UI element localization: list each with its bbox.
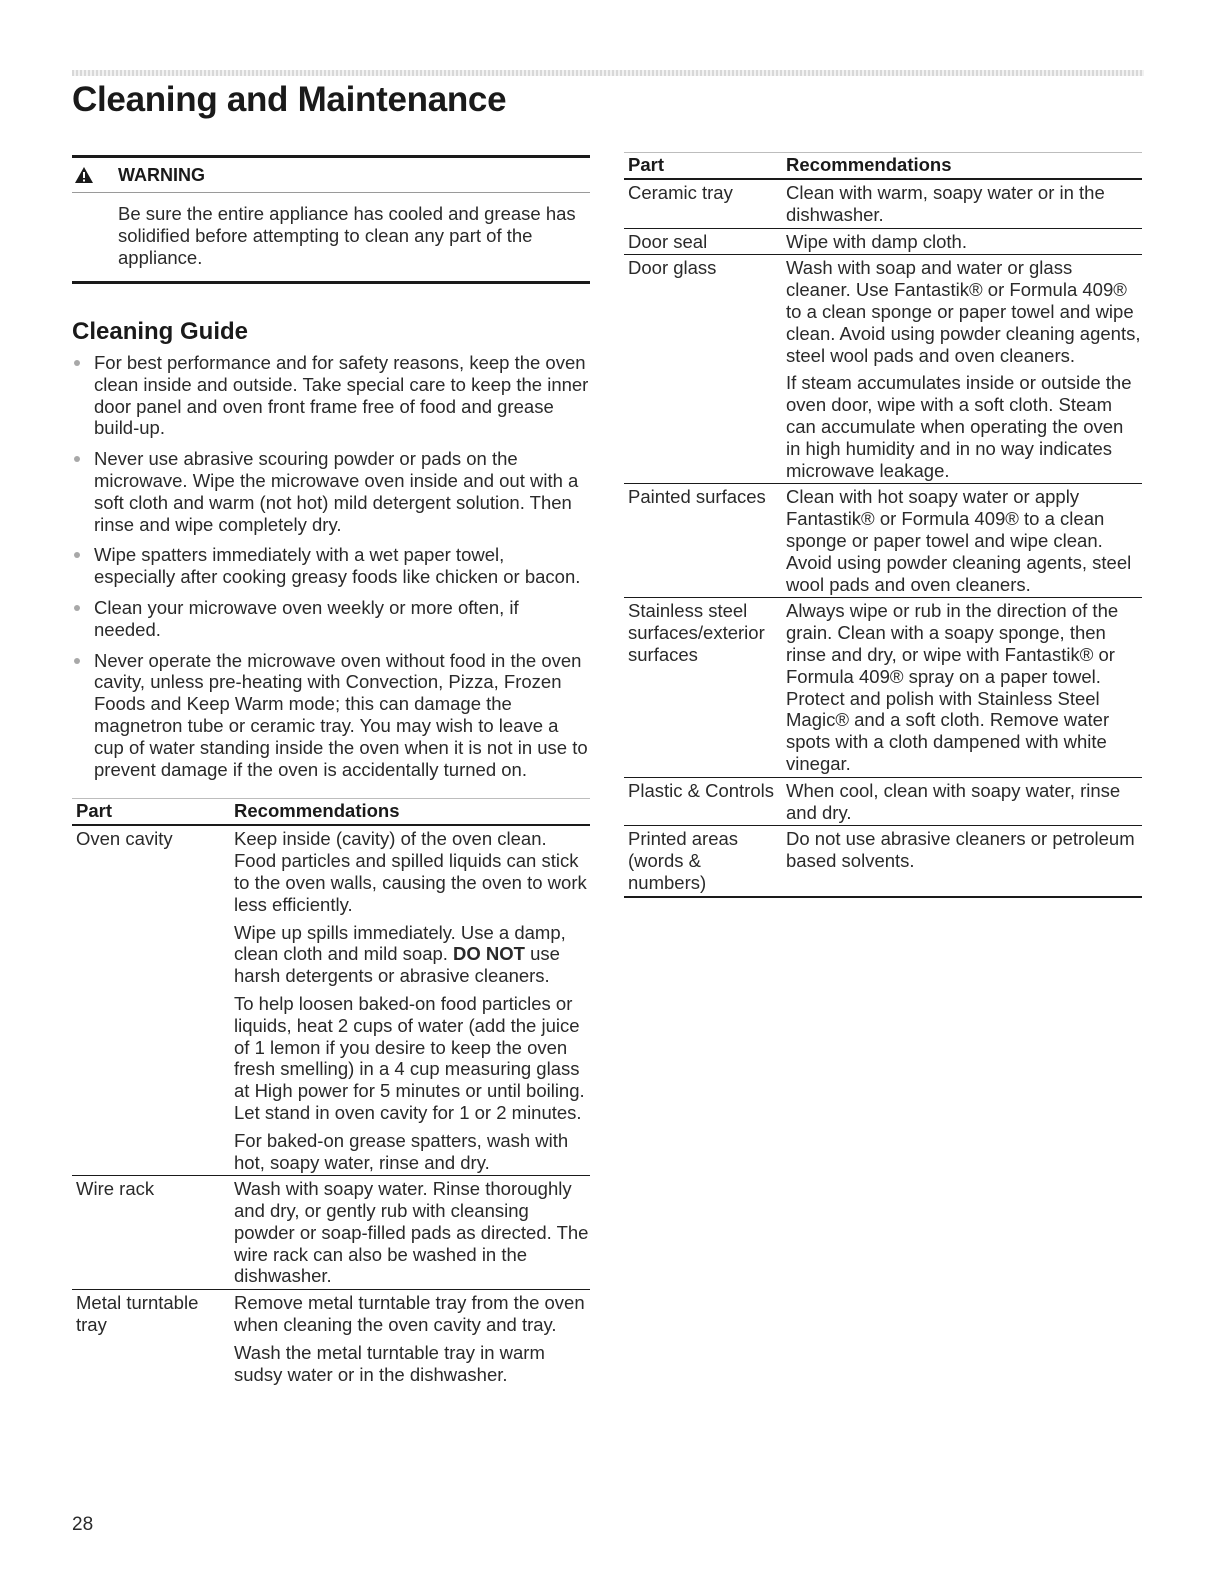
- cleaning-table-right: [624, 152, 1142, 898]
- part-cell: Stainless steel surfaces/exterior surfaces: [624, 598, 782, 777]
- recommendation-paragraph: Keep inside (cavity) of the oven clean. Food particles and spilled liquids can stick to the oven walls, causing the oven to work less efficiently.: [234, 828, 587, 915]
- table-row: [72, 825, 590, 1175]
- column-header-recommendations: Recommendations: [230, 799, 590, 826]
- right-column: [624, 152, 1142, 898]
- warning-triangle-icon: [74, 166, 94, 184]
- warning-text: Be sure the entire appliance has cooled and grease has solidified before attempting to clean any part of the appliance.: [118, 203, 576, 268]
- table-row: [624, 826, 1142, 897]
- table-row: [624, 228, 1142, 255]
- top-decorative-rule: [72, 70, 1144, 76]
- table-row: [72, 1290, 590, 1388]
- list-item-text: Never operate the microwave oven without food in the oven cavity, unless pre-heating with Convection, Pizza, Frozen Foods and Keep Warm mode; this can damage the magnetron tube or ceramic tray. You may wish to leave a cup of water standing inside the oven when it is not in use to prevent damage if the oven is accidentally turned on.: [94, 649, 588, 780]
- table-row: [624, 598, 1142, 777]
- wipe-text-after: use harsh detergents or abrasive cleaners.: [234, 943, 560, 987]
- recommendation-cell: [782, 255, 1142, 484]
- table-row: [624, 484, 1142, 598]
- warning-header: [72, 158, 590, 193]
- table-row: [72, 1176, 590, 1290]
- list-item: [72, 597, 590, 641]
- recommendation-cell: [782, 826, 1142, 897]
- recommendation-paragraph: Remove metal turntable tray from the oven when cleaning the oven cavity and tray.: [234, 1292, 585, 1336]
- bullet-icon: [74, 658, 80, 664]
- recommendation-cell: [782, 484, 1142, 598]
- list-item-text: Wipe spatters immediately with a wet paper towel, especially after cooking greasy foods like chicken or bacon.: [94, 544, 581, 588]
- bullet-icon: [74, 360, 80, 366]
- recommendation-paragraph: Wipe with damp cloth.: [786, 230, 967, 252]
- column-header-part: Part: [624, 153, 782, 180]
- recommendation-cell: [782, 228, 1142, 255]
- recommendation-paragraph: Wash with soap and water or glass cleaner. Use Fantastik® or Formula 409® to a clean sponge or paper towel and wipe clean. Avoid using powder cleaning agents, steel wool pads and oven cleaners.: [786, 257, 1141, 366]
- warning-label: WARNING: [118, 164, 205, 185]
- list-item: [72, 352, 590, 439]
- recommendation-paragraph: To help loosen baked-on food particles or liquids, heat 2 cups of water (add the juice of 1 lemon if you desire to keep the oven fresh smelling) in a 4 cup measuring glass at High power for 5 minutes or until boiling. Let stand in oven cavity for 1 or 2 minutes.: [234, 992, 585, 1123]
- column-header-part: Part: [72, 799, 230, 826]
- wipe-text-before: Wipe up spills immediately. Use a damp, clean cloth and mild soap.: [234, 921, 566, 965]
- recommendation-paragraph: When cool, clean with soapy water, rinse and dry.: [786, 779, 1121, 823]
- part-cell: Metal turntable tray: [72, 1290, 230, 1388]
- do-not-emphasis: DO NOT: [453, 943, 525, 965]
- bullet-icon: [74, 456, 80, 462]
- warning-box: [72, 155, 590, 284]
- recommendation-cell: [230, 1176, 590, 1290]
- part-cell: Oven cavity: [76, 828, 173, 850]
- part-cell: Door seal: [624, 228, 782, 255]
- list-item: [72, 544, 590, 588]
- bullet-icon: [74, 552, 80, 558]
- recommendation-cell: [230, 1290, 590, 1388]
- recommendation-paragraph: Do not use abrasive cleaners or petroleum based solvents.: [786, 828, 1135, 872]
- cleaning-table-left: [72, 798, 590, 1387]
- list-item-text: Never use abrasive scouring powder or pads on the microwave. Wipe the microwave oven inside and out with a soft cloth and warm (not hot) mild detergent solution. Then rinse and wipe completely dry.: [94, 448, 579, 535]
- list-item: [72, 650, 590, 781]
- table-row: [624, 777, 1142, 826]
- recommendation-cell: [782, 777, 1142, 826]
- recommendation-cell: [230, 825, 590, 1175]
- part-cell: Printed areas (words & numbers): [624, 826, 782, 897]
- page-title: Cleaning and Maintenance: [72, 80, 507, 119]
- table-row: [624, 255, 1142, 484]
- list-item-text: For best performance and for safety reasons, keep the oven clean inside and outside. Take special care to keep the inner door panel and oven front frame free of food and grease build-up.: [94, 352, 589, 439]
- recommendation-paragraph: Clean with warm, soapy water or in the dishwasher.: [786, 182, 1105, 225]
- recommendation-paragraph: Always wipe or rub in the direction of the grain. Clean with a soapy sponge, then rinse and dry, or wipe with Fantastik® or Formula 409® spray on a paper towel. Protect and polish with Stainless Steel Magic® and a soft cloth. Remove water spots with a cloth dampened with white vinegar.: [786, 600, 1119, 774]
- cleaning-guide-list: [72, 352, 590, 780]
- table-header-row: [624, 153, 1142, 180]
- recommendation-paragraph: [234, 922, 590, 987]
- recommendation-paragraph: Wash the metal turntable tray in warm sudsy water or in the dishwasher.: [234, 1341, 545, 1385]
- part-cell: Painted surfaces: [624, 484, 782, 598]
- part-cell: Wire rack: [72, 1176, 230, 1290]
- part-cell: Door glass: [624, 255, 782, 484]
- page-number: 28: [72, 1514, 94, 1535]
- table-row: [624, 179, 1142, 228]
- recommendation-paragraph: Wash with soapy water. Rinse thoroughly and dry, or gently rub with cleansing powder or soap-filled pads as directed. The wire rack can also be washed in the dishwasher.: [234, 1178, 589, 1287]
- recommendation-cell: [782, 179, 1142, 228]
- list-item-text: Clean your microwave oven weekly or more often, if needed.: [94, 596, 519, 640]
- recommendation-paragraph: For baked-on grease spatters, wash with hot, soapy water, rinse and dry.: [234, 1129, 569, 1173]
- part-cell: Ceramic tray: [628, 182, 733, 203]
- column-header-recommendations: Recommendations: [782, 153, 1142, 180]
- left-column: [72, 155, 590, 1387]
- recommendation-paragraph: If steam accumulates inside or outside the oven door, wipe with a soft cloth. Steam can accumulate when operating the oven in high humidity and in no way indicates microwave leakage.: [786, 372, 1132, 481]
- bullet-icon: [74, 605, 80, 611]
- recommendation-paragraph: Clean with hot soapy water or apply Fantastik® or Formula 409® to a clean sponge or paper towel and wipe clean. Avoid using powder cleaning agents, steel wool pads and oven cleaners.: [786, 486, 1132, 595]
- part-cell: Plastic & Controls: [624, 777, 782, 826]
- cleaning-guide-heading: Cleaning Guide: [72, 318, 249, 345]
- table-header-row: [72, 799, 590, 826]
- recommendation-cell: [782, 598, 1142, 777]
- list-item: [72, 448, 590, 535]
